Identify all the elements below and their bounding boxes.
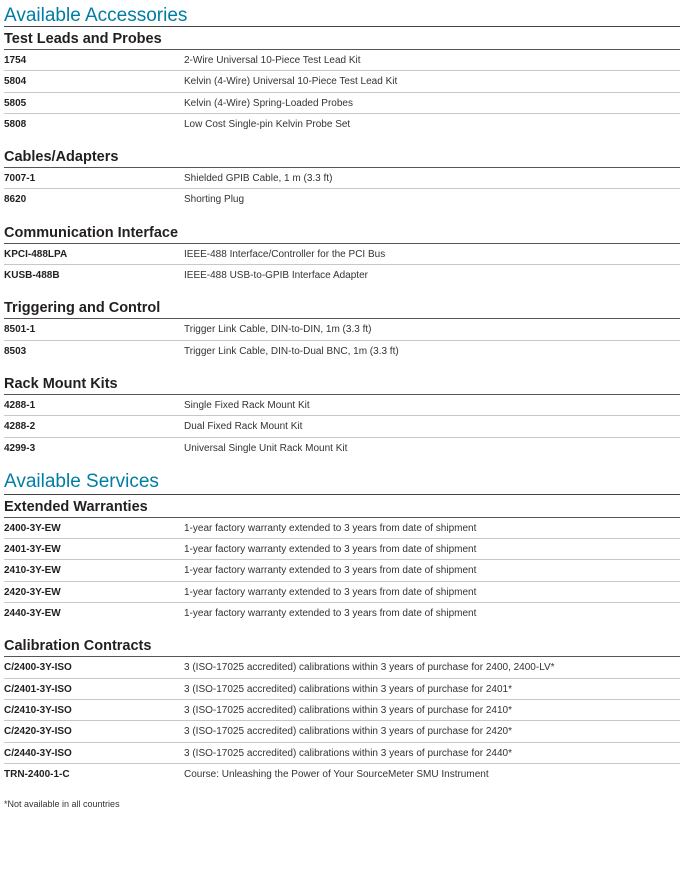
model-description: Dual Fixed Rack Mount Kit [184,421,303,433]
section-heading: Calibration Contracts [4,634,680,657]
model-description: Kelvin (4-Wire) Spring-Loaded Probes [184,97,353,109]
table-row [4,93,680,114]
model-description: 3 (ISO-17025 accredited) calibrations within 3 years of purchase for 2400, 2400-LV* [184,662,555,674]
model-code: 5804 [4,76,27,88]
model-code: 1754 [4,55,27,66]
model-description: 3 (ISO-17025 accredited) calibrations within 3 years of purchase for 2420* [184,726,512,738]
model-description: Kelvin (4-Wire) Universal 10-Piece Test Lead Kit [184,76,398,88]
model-description: 2-Wire Universal 10-Piece Test Lead Kit [184,55,361,66]
model-description: Course: Unleashing the Power of Your SourceMeter SMU Instrument [184,768,489,780]
model-description: 1-year factory warranty extended to 3 years from date of shipment [184,522,477,534]
model-description: IEEE-488 USB-to-GPIB Interface Adapter [184,270,368,282]
model-description: Low Cost Single-pin Kelvin Probe Set [184,118,351,130]
table-row [4,114,680,135]
table-row [4,341,680,362]
model-code: 8501-1 [4,324,36,336]
model-description: Single Fixed Rack Mount Kit [184,399,310,411]
table-rows [4,168,682,211]
table-row [4,721,680,742]
model-code: 5805 [4,97,27,109]
model-description: 3 (ISO-17025 accredited) calibrations within 3 years of purchase for 2401* [184,683,512,695]
model-code: TRN-2400-1-C [4,768,70,780]
table-rows [4,50,682,135]
model-code: C/2401-3Y-ISO [4,683,72,695]
model-code: 2401-3Y-EW [4,544,61,556]
model-description: Shorting Plug [184,194,245,206]
model-code: 4288-2 [4,421,36,433]
model-code: 8620 [4,194,27,206]
table-row [4,743,680,764]
table-row [4,50,680,71]
model-code: 2410-3Y-EW [4,565,61,577]
model-description: IEEE-488 Interface/Controller for the PCI Bus [184,248,386,260]
table-row [4,603,680,624]
model-code: 4288-1 [4,399,36,411]
model-code: 7007-1 [4,173,36,185]
model-code: C/2420-3Y-ISO [4,726,72,738]
section-group [4,145,682,211]
model-code: C/2400-3Y-ISO [4,662,72,674]
footnote: *Not available in all countries [4,799,120,810]
table-rows [4,657,682,785]
section-heading: Cables/Adapters [4,145,680,168]
table-row [4,71,680,92]
model-description: 3 (ISO-17025 accredited) calibrations within 3 years of purchase for 2410* [184,704,512,716]
model-code: KUSB-488B [4,270,60,282]
model-description: Universal Single Unit Rack Mount Kit [184,442,348,454]
section-group [4,495,682,624]
accessories-groups [4,27,682,459]
table-row [4,679,680,700]
section-group [4,372,682,459]
section-heading: Extended Warranties [4,495,680,518]
table-row [4,189,680,210]
services-title: Available Services [4,469,680,495]
table-rows [4,319,682,362]
table-row [4,265,680,286]
model-description: Trigger Link Cable, DIN-to-Dual BNC, 1m (3.3 ft) [184,345,399,357]
table-row [4,244,680,265]
services-groups [4,495,682,785]
section-group [4,296,682,362]
section-group [4,27,682,135]
table-rows [4,244,682,287]
model-code: 2420-3Y-EW [4,586,61,598]
section-group [4,221,682,287]
model-code: 4299-3 [4,442,36,454]
table-row [4,395,680,416]
model-description: Shielded GPIB Cable, 1 m (3.3 ft) [184,173,333,185]
table-row [4,518,680,539]
model-description: Trigger Link Cable, DIN-to-DIN, 1m (3.3 ft) [184,324,372,336]
model-code: 2400-3Y-EW [4,522,61,534]
table-row [4,657,680,678]
model-description: 3 (ISO-17025 accredited) calibrations within 3 years of purchase for 2440* [184,747,512,759]
model-code: C/2410-3Y-ISO [4,704,72,716]
table-row [4,168,680,189]
model-description: 1-year factory warranty extended to 3 years from date of shipment [184,565,477,577]
model-code: 5808 [4,118,27,130]
accessories-title: Available Accessories [4,0,680,27]
section-heading: Rack Mount Kits [4,372,680,395]
table-row [4,764,680,785]
table-rows [4,395,682,459]
model-code: C/2440-3Y-ISO [4,747,72,759]
table-row [4,582,680,603]
model-code: KPCI-488LPA [4,248,68,260]
model-description: 1-year factory warranty extended to 3 years from date of shipment [184,586,477,598]
table-row [4,319,680,340]
model-description: 1-year factory warranty extended to 3 years from date of shipment [184,608,477,620]
section-group [4,634,682,785]
table-row [4,416,680,437]
table-rows [4,518,682,624]
section-heading: Communication Interface [4,221,680,244]
table-row [4,560,680,581]
section-heading: Test Leads and Probes [4,27,680,50]
model-description: 1-year factory warranty extended to 3 years from date of shipment [184,544,477,556]
model-code: 8503 [4,345,27,357]
section-heading: Triggering and Control [4,296,680,319]
table-row [4,539,680,560]
table-row [4,700,680,721]
table-row [4,438,680,459]
model-code: 2440-3Y-EW [4,608,61,620]
